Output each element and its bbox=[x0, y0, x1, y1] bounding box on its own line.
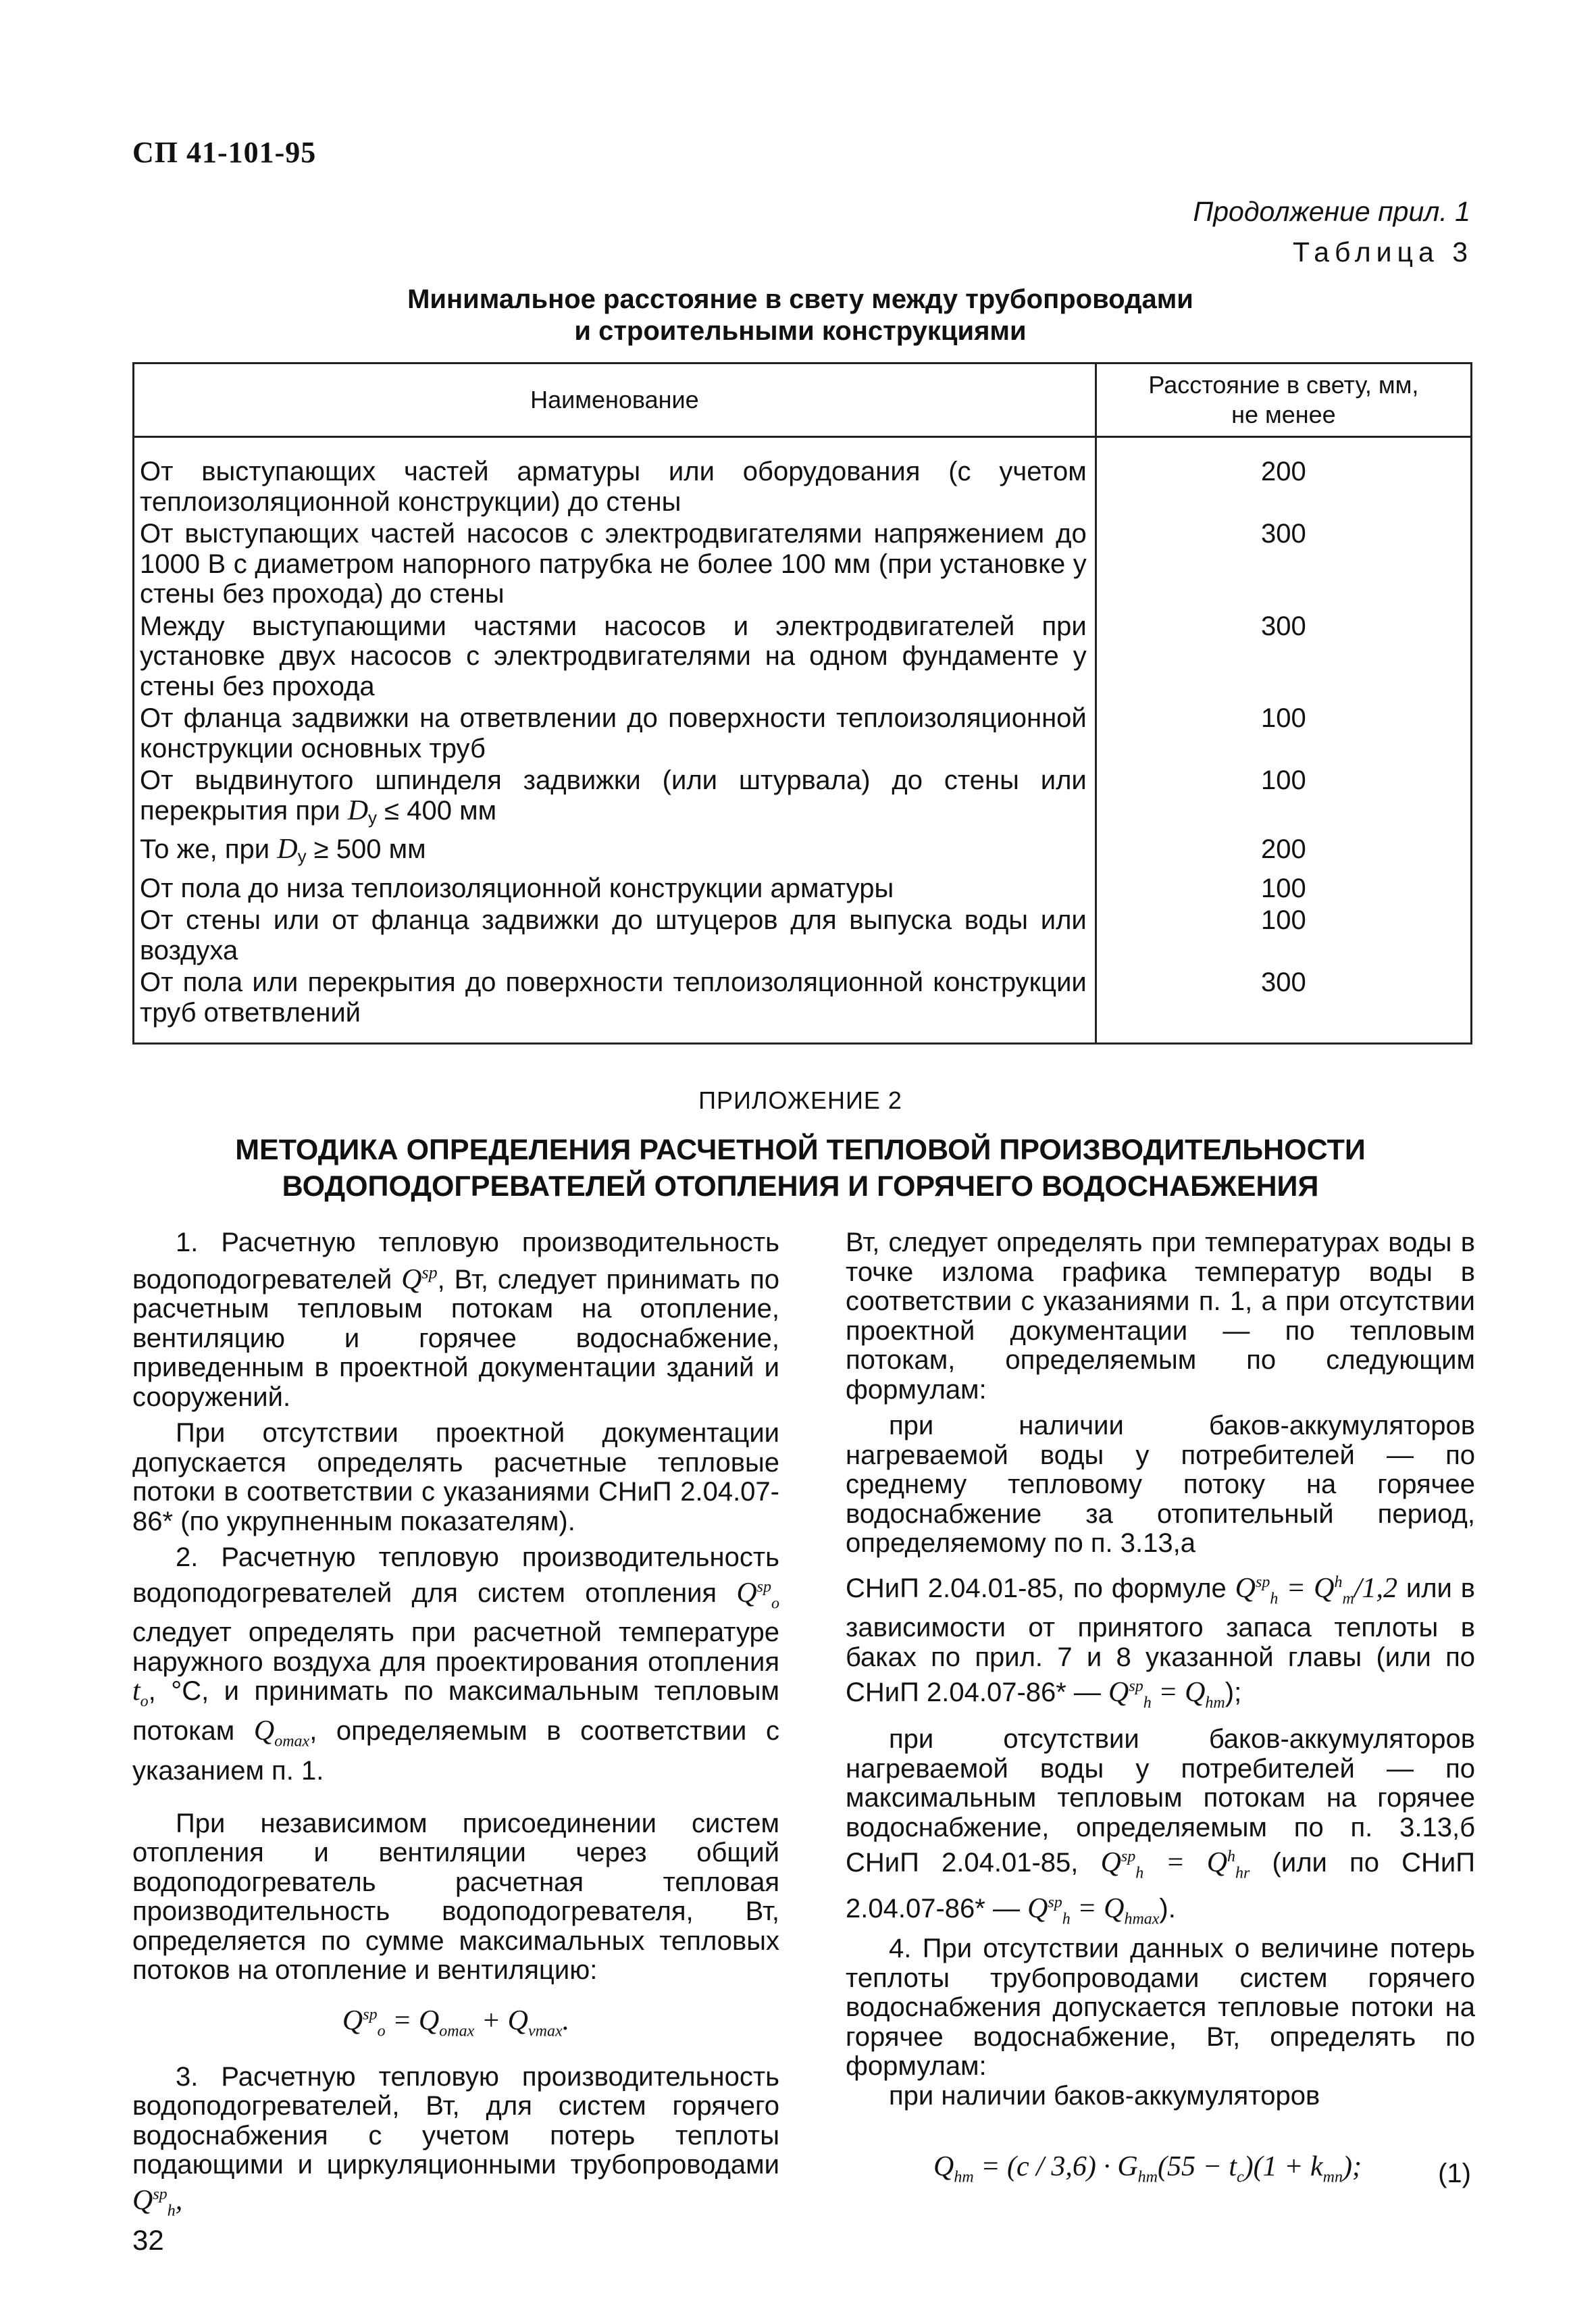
table-number: Таблица 3 bbox=[1293, 236, 1473, 268]
paragraph-text: следует определять при расчетной температуре наружного воздуха для проектирования отопления bbox=[132, 1617, 779, 1677]
paragraph-text: или в зависимости от принятого запаса теплоты в баках по прил. 7 и 8 указанной главы (или по СНиП 2.04.07-86* — bbox=[846, 1573, 1475, 1708]
formula-1-body: $Q_{hm} = (c / 3,6) \cdot G_{hm}(55 - t_c)(1 + k_{тп})$; bbox=[933, 2151, 1362, 2186]
paragraph: СНиП 2.04.01-85, по формуле $Q^{sp}_h = Q^h_т/1,2$ или в зависимости от принятого запаса теплоты в баках по прил. 7 и 8 указанной главы (или по СНиП 2.04.07-86* — $Q^{sp}_h = Q_{hm}$); bbox=[846, 1572, 1475, 1712]
paragraph: при наличии баков-аккумуляторов bbox=[889, 2080, 1320, 2111]
table-row bbox=[134, 609, 1472, 702]
paragraph-text: (или по СНиП 2.04.07-86* — bbox=[846, 1848, 1475, 1924]
left-column bbox=[132, 1228, 779, 2225]
row-value: 100 bbox=[1096, 763, 1471, 832]
formula-symbol: $Q^{sp}$ bbox=[401, 1262, 438, 1295]
appendix-label: ПРИЛОЖЕНИЕ 2 bbox=[698, 1086, 902, 1114]
table-row bbox=[134, 517, 1472, 609]
appendix-title-line: ВОДОПОДОГРЕВАТЕЛЕЙ ОТОПЛЕНИЯ И ГОРЯЧЕГО ВОДОСНАБЖЕНИЯ bbox=[282, 1170, 1319, 1203]
continuation-note: Продолжение прил. 1 bbox=[1193, 196, 1470, 227]
row-value: 200 bbox=[1096, 832, 1471, 872]
row-name: Между выступающими частями насосов и электродвигателей при установке двух насосов с электродвигателями на одном фундаменте у стены без прохода bbox=[134, 609, 1096, 702]
paragraph: при наличии баков-аккумуляторов нагреваемой воды у потребителей — по среднему тепловому потоку на горячее водоснабжение за отопительный период, определяемому по п. 3.13,а bbox=[846, 1411, 1475, 1558]
row-name: От пола или перекрытия до поверхности теплоизоляционной конструкции труб ответвлений bbox=[134, 965, 1096, 1044]
paragraph-text: 1. Расчетную тепловую производительность водоподогревателей bbox=[132, 1228, 779, 1294]
formula-symbol: $Q^{sp}_h = Q^h_{hr}$ bbox=[1100, 1847, 1250, 1882]
paragraph: при отсутствии баков-аккумуляторов нагреваемой воды у потребителей — по максимальным тепловым потокам на горячее водоснабжение, определяемым по п. 3.13,б СНиП 2.04.01-85, $Q^{sp}_h = Q^h_{hr}$ (или по СНиП 2.04.07-86* — $Q^{sp}_h = Q_{hmax}$). bbox=[846, 1724, 1475, 1928]
header-value bbox=[1096, 363, 1471, 437]
right-column bbox=[846, 1228, 1475, 2198]
diameter-subscript: у bbox=[368, 807, 378, 828]
row-name-text: От выдвинутого шпинделя задвижки (или штурвала) до стены или перекрытия при bbox=[140, 765, 1087, 826]
formula-symbol: $Q^{sp}_h$, bbox=[132, 2184, 183, 2219]
distance-table bbox=[132, 362, 1472, 1045]
table-header-row bbox=[134, 363, 1472, 437]
table-row bbox=[134, 832, 1472, 872]
row-value: 100 bbox=[1096, 701, 1471, 763]
equation-number: (1) bbox=[1438, 2159, 1471, 2189]
formula-symbol: $Q_{omax}$ bbox=[253, 1715, 310, 1751]
header-value-line: Расстояние в свету, мм, bbox=[1148, 371, 1419, 399]
paragraph: 4. При отсутствии данных о величине потерь теплоты трубопроводами систем горячего водоснабжения допускается тепловые потоки на горячее водоснабжение, Вт, определять по формулам: bbox=[846, 1934, 1475, 2082]
diameter-symbol: D bbox=[277, 834, 298, 865]
formula-symbol: $Q^{sp}_h = Q_{hmax}$ bbox=[1027, 1893, 1160, 1928]
document-code: СП 41-101-95 bbox=[132, 136, 317, 169]
row-value: 200 bbox=[1096, 437, 1471, 518]
row-value: 300 bbox=[1096, 965, 1471, 1044]
paragraph bbox=[132, 1543, 779, 1786]
diameter-symbol: D bbox=[347, 795, 369, 826]
row-name: От выступающих частей арматуры или оборудования (с учетом теплоизоляционной конструкции) до стены bbox=[134, 437, 1096, 518]
formula-symbol: $t_o$ bbox=[132, 1676, 149, 1711]
paragraph: Вт, следует определять при температурах воды в точке излома графика температур воды в соответствии с указаниями п. 1, а при отсутствии проектной документации — по тепловым потокам, определяемым по следующим формулам: bbox=[846, 1228, 1475, 1405]
row-name: От пола до низа теплоизоляционной конструкции арматуры bbox=[134, 872, 1096, 904]
table-title-line: Минимальное расстояние в свету между трубопроводами bbox=[407, 284, 1193, 314]
paragraph bbox=[132, 1228, 779, 1412]
paragraph-text: , определяемым в соответствии с указанием п. 1. bbox=[132, 1716, 779, 1786]
paragraph: При независимом присоединении систем отопления и вентиляции через общий водоподогреватель расчетная тепловая производительность водоподогревателя, Вт, определяется по сумме максимальных тепловых потоков на отопление и вентиляцию: bbox=[132, 1808, 779, 1986]
paragraph-text: 2. Расчетную тепловую производительность водоподогревателей для систем отопления bbox=[132, 1542, 779, 1608]
header-name: Наименование bbox=[134, 363, 1096, 437]
page-number: 32 bbox=[132, 2224, 164, 2256]
header-value-line: не менее bbox=[1231, 401, 1336, 428]
row-name-text: То же, при bbox=[140, 834, 278, 864]
row-name bbox=[134, 832, 1096, 872]
table-row bbox=[134, 872, 1472, 904]
row-name: От стены или от фланца задвижки до штуцеров для выпуска воды или воздуха bbox=[134, 903, 1096, 965]
appendix-title-line: МЕТОДИКА ОПРЕДЕЛЕНИЯ РАСЧЕТНОЙ ТЕПЛОВОЙ ПРОИЗВОДИТЕЛЬНОСТИ bbox=[235, 1134, 1366, 1166]
paragraph-text: , Вт, следует принимать по расчетным тепловым потокам на отопление, вентиляцию и горячее водоснабжение, приведенным в проектной документации зданий и сооружений. bbox=[132, 1264, 780, 1412]
row-value: 100 bbox=[1096, 872, 1471, 904]
paragraph-text: 3. Расчетную тепловую производительность водоподогревателей, Вт, для систем горячего водоснабжения с учетом потерь теплоты подающими и циркуляционными трубопроводами bbox=[132, 2061, 779, 2180]
table-title bbox=[128, 284, 1472, 347]
diameter-subscript: у bbox=[297, 846, 307, 866]
row-value: 300 bbox=[1096, 517, 1471, 609]
row-name-text: ≥ 500 мм bbox=[306, 834, 426, 864]
formula-symbol: $Q^{sp}_o$ bbox=[736, 1577, 779, 1612]
paragraph: При отсутствии проектной документации допускается определять расчетные тепловые потоки в соответствии с указаниями СНиП 2.04.07-86* (по укрупненным показателям). bbox=[132, 1418, 779, 1536]
formula-symbol: $Q^{sp}_h = Q^h_т/1,2$ bbox=[1235, 1572, 1397, 1607]
row-value: 100 bbox=[1096, 903, 1471, 965]
row-name: От фланца задвижки на ответвлении до поверхности теплоизоляционной конструкции основных труб bbox=[134, 701, 1096, 763]
paragraph-text: при отсутствии баков-аккумуляторов нагреваемой воды у потребителей — по максимальным тепловым потокам на горячее водоснабжение, определяемым по п. 3.13,б СНиП 2.04.01-85, bbox=[846, 1724, 1475, 1878]
formula-heating-ventilation: $Q^{sp}_o = Q_{omax} + Q_{vmax}$. bbox=[342, 2005, 570, 2040]
row-value: 300 bbox=[1096, 609, 1471, 702]
row-name: От выступающих частей насосов с электродвигателями напряжением до 1000 В с диаметром напорного патрубка не более 100 мм (при установке у стены без прохода) до стены bbox=[134, 517, 1096, 609]
row-name-text: ≤ 400 мм bbox=[377, 795, 497, 826]
table-title-line: и строительными конструкциями bbox=[574, 316, 1027, 346]
formula-symbol: $Q^{sp}_h = Q_{hm}$ bbox=[1108, 1677, 1225, 1712]
table-row bbox=[134, 701, 1472, 763]
formula-1 bbox=[846, 2144, 1475, 2198]
paragraph-text: СНиП 2.04.01-85, по формуле bbox=[846, 1573, 1235, 1603]
table-row bbox=[134, 763, 1472, 832]
paragraph bbox=[132, 2063, 779, 2226]
table-row bbox=[134, 437, 1472, 518]
table-row bbox=[134, 903, 1472, 965]
paragraph-text: , °С, и принимать по максимальным тепловым потокам bbox=[132, 1676, 779, 1746]
appendix-title bbox=[128, 1132, 1472, 1205]
table-row bbox=[134, 965, 1472, 1044]
row-name bbox=[134, 763, 1096, 832]
